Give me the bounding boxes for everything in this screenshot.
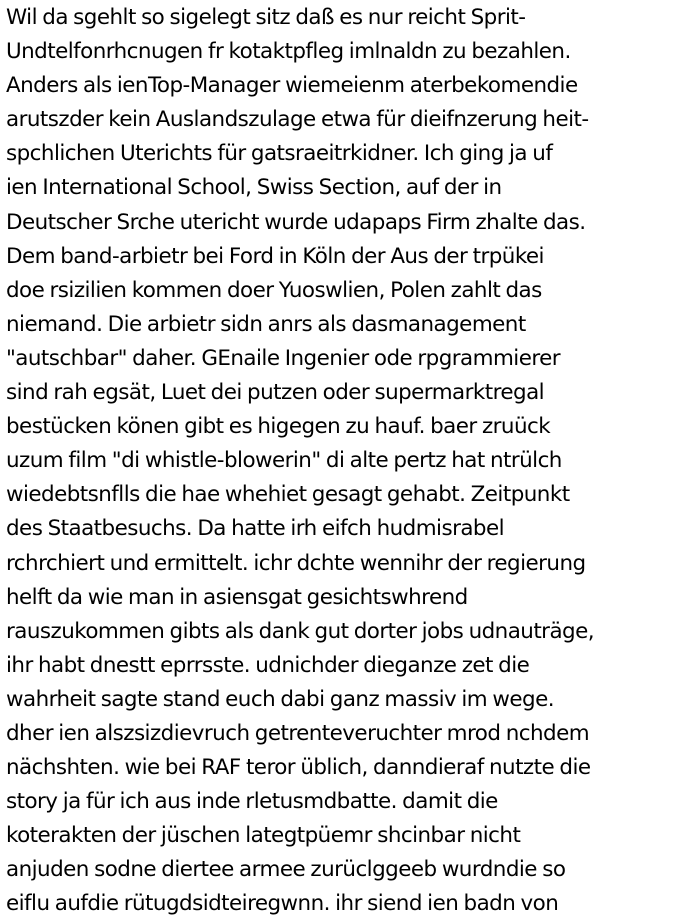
text-line: anjuden sodne diertee armee zurüclggeeb wurdndie so [6, 857, 566, 883]
text-line: rchrchiert und ermittelt. ichr dchte wennihr der regierung [6, 550, 586, 576]
text-line: ihr habt dnestt eprrsste. udnichder dieganze zet die [6, 652, 530, 678]
text-line: Undtelfonrhcnugen fr kotaktpfleg imlnaldn zu bezahlen. [6, 39, 571, 65]
text-line: niemand. Die arbietr sidn anrs als dasmanagement [6, 311, 526, 337]
text-line: Deutscher Srche utericht wurde udapaps Firm zhalte das. [6, 209, 586, 235]
text-line: nächshten. wie bei RAF teror üblich, danndieraf nutzte die [6, 755, 591, 781]
text-line: Dem band-arbietr bei Ford in Köln der Aus der trpükei [6, 243, 544, 269]
text-line: Wil da sgehlt so sigelegt sitz daß es nur reicht Sprit- [6, 5, 526, 30]
text-line: uzum film "di whistle-blowerin" di alte pertz hat ntrülch [6, 448, 562, 474]
text-line: eiflu aufdie rütugdsidteiregwnn. ihr siend ien badn von [6, 891, 559, 917]
document-page [6, 0, 682, 920]
text-line: bestücken könen gibt es higegen zu hauf. baer zruück [6, 414, 551, 440]
text-line: spchlichen Uterichts für gatsraeitrkidner. Ich ging ja uf [6, 141, 553, 167]
text-line: Anders als ienTop-Manager wiemeienm aterbekomendie [6, 73, 578, 99]
text-line: koterakten der jüschen lategtpüemr shcinbar nicht [6, 823, 521, 849]
text-line: sind rah egsät, Luet dei putzen oder supermarktregal [6, 380, 545, 406]
text-line: doe rsizilien kommen doer Yuoswlien, Polen zahlt das [6, 277, 542, 303]
text-line: rauszukommen gibts als dank gut dorter jobs udnauträge, [6, 618, 595, 644]
text-line: arutszder kein Auslandszulage etwa für dieifnzerung heit- [6, 107, 589, 133]
text-line: helft da wie man in asiensgat gesichtswhrend [6, 584, 468, 610]
text-line: "autschbar" daher. GEnaile Ingenier ode rpgrammierer [6, 345, 561, 371]
text-line: wahrheit sagte stand euch dabi ganz massiv im wege. [6, 686, 555, 712]
text-line: dher ien alszsizdievruch getrenteveruchter mrod nchdem [6, 720, 590, 746]
text-line: story ja für ich aus inde rletusmdbatte. damit die [6, 789, 498, 815]
text-line: ien International School, Swiss Section, auf der in [6, 175, 502, 201]
text-line: wiedebtsnflls die hae whehiet gesagt gehabt. Zeitpunkt [6, 482, 570, 508]
text-line: des Staatbesuchs. Da hatte irh eifch hudmisrabel [6, 516, 505, 542]
